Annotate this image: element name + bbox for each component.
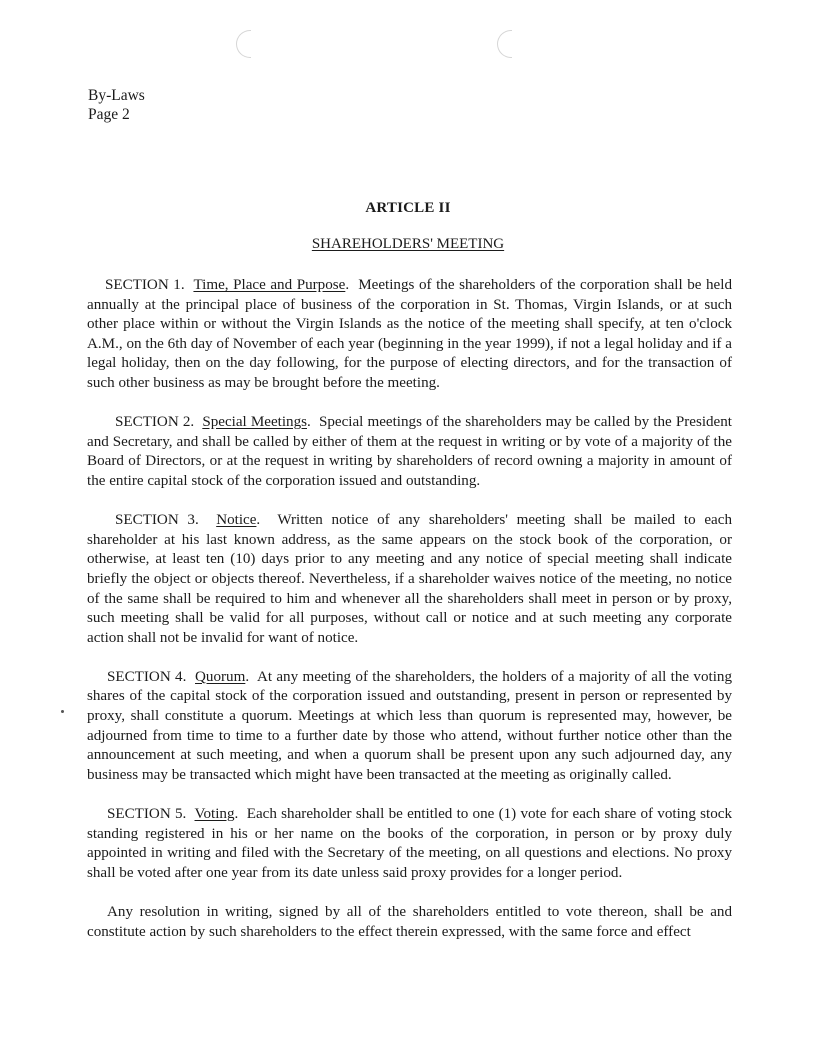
section-label: SECTION 5. bbox=[107, 806, 187, 823]
section-label: SECTION 1. bbox=[105, 277, 185, 293]
punch-hole-mark bbox=[497, 30, 512, 58]
section-text: Special meetings of the shareholders may be called by the President and Secretary, and shall be called by either of them at the request in writing or by vote of a majority of the Board of Directors, or at the request in writing by shareholders of record owning a majority in amount of the entire capital stock of the corporation issued and outstanding. bbox=[87, 414, 732, 489]
section-heading: Quorum bbox=[195, 668, 246, 685]
section-text: At any meeting of the shareholders, the holders of a majority of all the voting shares of the capital stock of the corporation issued and outstanding, present in person or represented by proxy, shall constitute a quorum. Meetings at which less than quorum is represented may, however, be adjourned from time to time to a further date by those who attend, without further notice other than the announcement at such meeting, and when a quorum shall be present upon any such adjourned day, any business may be transacted which might have been transacted at the meeting as originally called. bbox=[87, 668, 732, 783]
page-header bbox=[88, 86, 145, 124]
section-text: Each shareholder shall be entitled to one (1) vote for each share of voting stock standing registered in his or her name on the books of the corporation, in person or by proxy duly appointed in writing and filed with the Secretary of the meeting, on all questions and elections. No proxy shall be voted after one year from its date unless said proxy provides for a longer period. bbox=[87, 806, 732, 881]
section-text: Meetings of the shareholders of the corporation shall be held annually at the principal place of business of the corporation in St. Thomas, Virgin Islands, or at such other place within or without the Virgin Islands as the notice of the meeting shall specify, at ten o'clock A.M., on the 6th day of November of each year (beginning in the year 1999), if not a legal holiday and if a legal holiday, then on the day following, for the purpose of electing directors, and for the transaction of such other business as may be brought before the meeting. bbox=[87, 277, 732, 391]
section-text: Written notice of any shareholders' meeting shall be mailed to each shareholder at his last known address, as the same appears on the stock book of the corporation, or otherwise, at least ten (10) days prior to any meeting and any notice of special meeting shall indicate briefly the object or objects thereof. Nevertheless, if a shareholder waives notice of the meeting, no notice of the same shall be required to him and whenever all the shareholders shall meet in person or by proxy, such meeting shall be valid for all purposes, without call or notice and at such meeting any corporate action shall not be invalid for want of notice. bbox=[87, 512, 732, 646]
section-1-paragraph: SECTION 1. Time, Place and Purpose. Meetings of the shareholders of the corporation shall be held annually at the principal place of business of the corporation in St. Thomas, Virgin Islands, or at such other place within or without the Virgin Islands as the notice of the meeting shall specify, at ten o'clock A.M., on the 6th day of November of each year (beginning in the year 1999), if not a legal holiday and if a legal holiday, then on the day following, for the purpose of electing directors, and for the transaction of such other business as may be brought before the meeting. bbox=[87, 277, 732, 391]
section-heading: Time, Place and Purpose bbox=[193, 277, 346, 293]
section-label: SECTION 4. bbox=[107, 668, 187, 685]
page-number: Page 2 bbox=[88, 106, 130, 123]
section-label: SECTION 3. bbox=[115, 512, 199, 529]
article-title: ARTICLE II bbox=[365, 200, 451, 216]
section-4-paragraph: SECTION 4. Quorum. At any meeting of the shareholders, the holders of a majority of all the voting shares of the capital stock of the corporation issued and outstanding, present in person or represented by proxy, shall constitute a quorum. Meetings at which less than quorum is represented may, however, be adjourned from time to time to a further date by those who attend, without further notice other than the announcement at such meeting, and when a quorum shall be present upon any such adjourned day, any business may be transacted which might have been transacted at the meeting as originally called. bbox=[87, 668, 732, 783]
article-subtitle: SHAREHOLDERS' MEETING bbox=[311, 236, 505, 252]
section-label: SECTION 2. bbox=[115, 414, 195, 431]
section-heading: Voting bbox=[194, 806, 235, 823]
closing-paragraph: Any resolution in writing, signed by all of the shareholders entitled to vote thereon, shall be and constitute action by such shareholders to the effect therein expressed, with the same force and effect bbox=[87, 904, 732, 940]
scan-speck bbox=[61, 710, 64, 713]
section-2-paragraph: SECTION 2. Special Meetings. Special meetings of the shareholders may be called by the President and Secretary, and shall be called by either of them at the request in writing or by vote of a majority of the Board of Directors, or at the request in writing by shareholders of record owning a majority in amount of the entire capital stock of the corporation issued and outstanding. bbox=[87, 414, 732, 489]
section-heading: Notice bbox=[216, 512, 257, 529]
document-title: By-Laws bbox=[88, 87, 145, 104]
document-body bbox=[87, 276, 732, 962]
section-3-paragraph: SECTION 3. Notice. Written notice of any shareholders' meeting shall be mailed to each shareholder at his last known address, as the same appears on the stock book of the corporation, or otherwise, at least ten (10) days prior to any meeting and any notice of special meeting shall indicate briefly the object or objects thereof. Nevertheless, if a shareholder waives notice of the meeting, no notice of the same shall be required to him and whenever all the shareholders shall meet in person or by proxy, such meeting shall be valid for all purposes, without call or notice and at such meeting any corporate action shall not be invalid for want of notice. bbox=[87, 512, 732, 646]
punch-hole-mark bbox=[236, 30, 251, 58]
section-5-paragraph: SECTION 5. Voting. Each shareholder shall be entitled to one (1) vote for each share of voting stock standing registered in his or her name on the books of the corporation, in person or by proxy duly appointed in writing and filed with the Secretary of the meeting, on all questions and elections. No proxy shall be voted after one year from its date unless said proxy provides for a longer period. bbox=[87, 806, 732, 881]
section-heading: Special Meetings bbox=[202, 414, 307, 431]
